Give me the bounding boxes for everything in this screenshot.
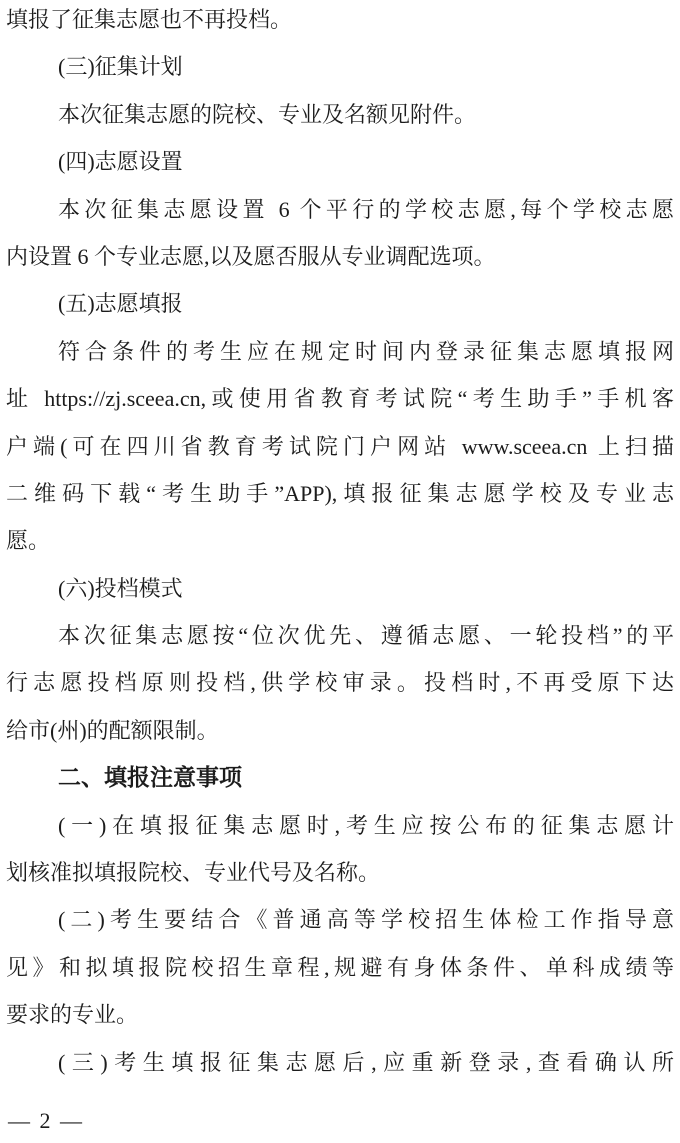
paragraph-line: 本次征集志愿设置 6 个平行的学校志愿,每个学校志愿 (58, 196, 674, 222)
paragraph-line: 本次征集志愿按“位次优先、遵循志愿、一轮投档”的平 (58, 623, 674, 649)
paragraph-line: 见》和拟填报院校招生章程,规避有身体条件、单科成绩等 (6, 954, 674, 980)
document-body (6, 0, 674, 1086)
subsection-heading: (三)征集计划 (58, 54, 183, 80)
page-number: — 2 — (8, 1108, 84, 1133)
paragraph-line: (一)在填报征集志愿时,考生应按公布的征集志愿计 (58, 812, 674, 838)
paragraph-line: 要求的专业。 (6, 1002, 139, 1028)
paragraph-line: 给市(州)的配额限制。 (6, 717, 219, 743)
paragraph-line: 户端(可在四川省教育考试院门户网站 www.sceea.cn 上扫描 (6, 433, 674, 459)
paragraph-line: 内设置 6 个专业志愿,以及愿否服从专业调配选项。 (6, 243, 496, 269)
paragraph-line: 愿。 (6, 528, 51, 554)
paragraph-line: (三)考生填报征集志愿后,应重新登录,查看确认所 (58, 1049, 674, 1075)
paragraph-line: (二)考生要结合《普通高等学校招生体检工作指导意 (58, 907, 674, 933)
paragraph-line: 本次征集志愿的院校、专业及名额见附件。 (58, 101, 477, 127)
paragraph-line: 填报了征集志愿也不再投档。 (6, 7, 293, 32)
subsection-heading: (五)志愿填报 (58, 291, 183, 317)
paragraph-line: 划核准拟填报院校、专业代号及名称。 (6, 860, 381, 886)
paragraph-line: 址 https://zj.sceea.cn,或使用省教育考试院“考生助手”手机客 (6, 386, 674, 412)
section-heading: 二、填报注意事项 (58, 764, 242, 791)
paragraph-line: 二维码下载“考生助手”APP),填报征集志愿学校及专业志 (6, 480, 674, 506)
subsection-heading: (六)投档模式 (58, 575, 183, 601)
subsection-heading: (四)志愿设置 (58, 149, 183, 175)
paragraph-line: 符合条件的考生应在规定时间内登录征集志愿填报网 (58, 338, 674, 364)
paragraph-line: 行志愿投档原则投档,供学校审录。投档时,不再受原下达 (6, 670, 674, 696)
